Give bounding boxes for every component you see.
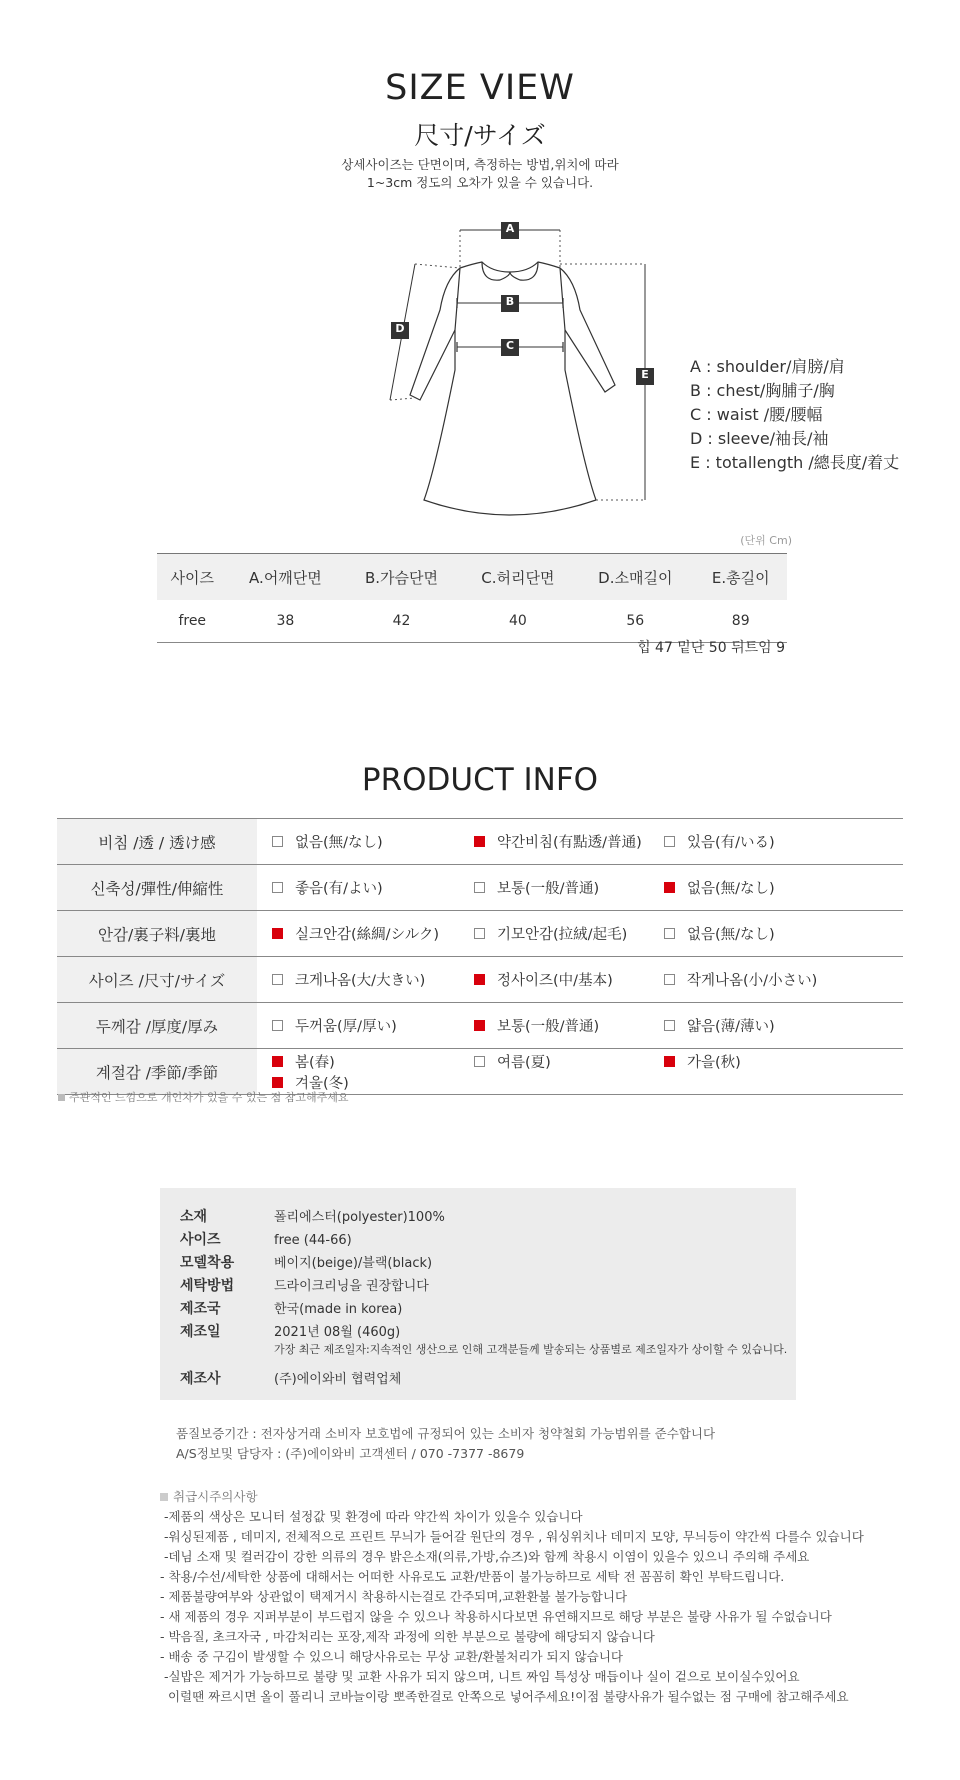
table-cell: 89 [694, 600, 787, 643]
spec-row [180, 1275, 429, 1295]
option-item [258, 831, 460, 852]
option-item [650, 877, 800, 898]
table-row [57, 819, 903, 865]
attribute-label: 계절감 /季節/季節 [57, 1049, 257, 1095]
option-item [460, 1051, 650, 1072]
spec-value: (주)에이와비 협력업체 [274, 1372, 402, 1387]
caution-line: -실밥은 제거가 가능하므로 불량 및 교환 사유가 되지 않으며, 니트 짜임 특성상 매듭이나 실이 겉으로 보이실수있어요 [160, 1669, 800, 1684]
option-label: 보통(一般/普通) [497, 881, 600, 897]
size-table-header: D.소매길이 [576, 554, 694, 601]
label-b: B [505, 295, 515, 308]
legend-item: E : totallength /總長度/着丈 [690, 453, 900, 472]
option-item [258, 877, 460, 898]
caution-line: -워싱된제품 , 데미지, 전체적으로 프린트 무늬가 들어갈 원단의 경우 , 워싱위치나 데미지 모양, 무늬등이 약간씩 다를수 있습니다 [160, 1529, 864, 1544]
option-label: 크게나옴(大/大きい) [295, 973, 426, 989]
option-item [258, 969, 460, 990]
legend-item: D : sleeve/袖長/袖 [690, 429, 829, 448]
size-view-subtitle: 尺寸/サイズ [414, 121, 546, 150]
spec-value: 한국(made in korea) [274, 1302, 403, 1317]
option-item [460, 969, 650, 990]
option-label: 기모안감(拉絨/起毛) [497, 927, 628, 943]
option-label: 실크안감(絲綢/シルク) [295, 927, 440, 943]
size-table-header: 사이즈 [157, 554, 228, 601]
bullet-square-icon [58, 1094, 65, 1101]
unchecked-box-icon [664, 836, 675, 847]
spec-row [180, 1321, 400, 1341]
checked-box-icon [474, 974, 485, 985]
checked-box-icon [474, 1020, 485, 1031]
options-cell [257, 1049, 903, 1095]
unchecked-box-icon [272, 1020, 283, 1031]
option-label: 보통(一般/普通) [497, 1019, 600, 1035]
spec-key: 모델착용 [180, 1255, 235, 1271]
table-row [57, 911, 903, 957]
table-row [57, 1003, 903, 1049]
option-label: 봄(春) [295, 1054, 335, 1071]
legend-item: B : chest/胸脯子/胸 [690, 381, 835, 400]
size-table-header: B.가슴단면 [343, 554, 459, 601]
product-info-note-text: 주관적인 느낌으로 개인차가 있을 수 있는 점 참고해주세요 [69, 1091, 349, 1104]
caution-title-text: 취급시주의사항 [173, 1489, 258, 1504]
unchecked-box-icon [474, 1056, 485, 1067]
spec-row [180, 1206, 445, 1226]
option-label: 가을(秋) [687, 1054, 741, 1071]
label-a: A [505, 222, 515, 235]
unchecked-box-icon [474, 882, 485, 893]
table-row [57, 1049, 903, 1095]
spec-row [180, 1298, 402, 1318]
table-cell: free [157, 600, 228, 643]
spec-value: 2021년 08월 (460g) [274, 1325, 401, 1340]
bullet-square-icon [160, 1493, 168, 1501]
spec-value: free (44-66) [274, 1233, 352, 1248]
unit-label: (단위 Cm) [740, 534, 792, 547]
legend-item: A : shoulder/肩膀/肩 [690, 357, 845, 376]
spec-key: 제조일 [180, 1324, 221, 1340]
size-note-line2: 1~3cm 정도의 오차가 있을 수 있습니다. [366, 175, 594, 190]
caution-line: 이럴땐 짜르시면 올이 풀리니 코바늘이랑 뽀족한걸로 안쪽으로 넣어주세요!이점 불량사유가 될수없는 점 구매에 참고해주세요 [160, 1689, 849, 1704]
option-item [460, 1015, 650, 1036]
spec-row [180, 1368, 401, 1388]
options-cell [257, 819, 903, 865]
option-label: 없음(無/なし) [687, 927, 775, 943]
options-cell [257, 957, 903, 1003]
attribute-label: 신축성/彈性/伸縮性 [57, 865, 257, 911]
caution-line: -제품의 색상은 모니터 설정값 및 환경에 따라 약간씩 차이가 있을수 있습니다 [160, 1509, 583, 1524]
unchecked-box-icon [474, 928, 485, 939]
option-label: 겨울(冬) [295, 1075, 349, 1092]
attribute-label: 두께감 /厚度/厚み [57, 1003, 257, 1049]
option-label: 작게나옴(小/小さい) [687, 973, 818, 989]
size-table-header: A.어깨단면 [228, 554, 344, 601]
qa-line: 품질보증기간 : 전자상거래 소비자 보호법에 규정되어 있는 소비자 청약철회 가능범위를 준수합니다 [176, 1426, 716, 1441]
option-label: 좋음(有/よい) [295, 881, 383, 897]
table-row [57, 865, 903, 911]
table-cell: 56 [576, 600, 694, 643]
option-item [460, 831, 650, 852]
legend-item: C : waist /腰/腰幅 [690, 405, 823, 424]
checked-box-icon [272, 928, 283, 939]
unchecked-box-icon [664, 1020, 675, 1031]
option-label: 없음(無/なし) [295, 835, 383, 851]
option-label: 여름(夏) [497, 1054, 551, 1071]
table-row [57, 957, 903, 1003]
option-item [650, 1051, 800, 1072]
attribute-label: 사이즈 /尺寸/サイズ [57, 957, 257, 1003]
attribute-label: 비침 /透 / 透け感 [57, 819, 257, 865]
caution-line: - 착용/수선/세탁한 상품에 대해서는 어떠한 사유로도 교환/반품이 불가능하므로 세탁 전 꼼꼼히 확인 부탁드립니다. [160, 1569, 785, 1584]
options-cell [257, 865, 903, 911]
checked-box-icon [664, 882, 675, 893]
caution-line: - 박음질, 초크자국 , 마감처리는 포장,제작 과정에 의한 부분으로 불량에 해당되지 않습니다 [160, 1629, 655, 1644]
checked-box-icon [272, 1056, 283, 1067]
option-label: 얇음(薄/薄い) [687, 1019, 775, 1035]
label-c: C [505, 339, 515, 352]
table-cell: 42 [343, 600, 459, 643]
label-d: D [395, 322, 405, 335]
unchecked-box-icon [272, 836, 283, 847]
dress-diagram [370, 210, 670, 520]
spec-key: 소재 [180, 1209, 208, 1225]
option-label: 없음(無/なし) [687, 881, 775, 897]
caution-line: - 배송 중 구김이 발생할 수 있으니 해당사유로는 무상 교환/환불처리가 되지 않습니다 [160, 1649, 623, 1664]
option-item [650, 969, 818, 990]
spec-row [180, 1252, 432, 1272]
extra-measurements: 힙 47 밑단 50 뒤트임 9 [637, 640, 785, 656]
label-e: E [641, 368, 649, 381]
option-label: 있음(有/いる) [687, 835, 775, 851]
caution-section [160, 1487, 864, 1707]
unchecked-box-icon [664, 928, 675, 939]
option-item [258, 1051, 460, 1072]
unchecked-box-icon [272, 882, 283, 893]
product-info-note [58, 1089, 349, 1105]
option-item [460, 877, 650, 898]
option-label: 약간비침(有點透/普通) [497, 835, 642, 851]
options-cell [257, 911, 903, 957]
spec-key: 사이즈 [180, 1232, 221, 1248]
product-info-title: PRODUCT INFO [361, 762, 599, 798]
product-info-table [57, 818, 903, 1095]
size-table-header: E.총길이 [694, 554, 787, 601]
checked-box-icon [272, 1077, 283, 1088]
spec-key: 세탁방법 [180, 1278, 235, 1294]
size-table [157, 553, 787, 643]
spec-value: 베이지(beige)/블랙(black) [274, 1256, 433, 1271]
spec-date-note: 가장 최근 제조일자:지속적인 생산으로 인해 고객분들께 발송되는 상품별로 제조일자가 상이할 수 있습니다. [274, 1343, 788, 1356]
option-item [258, 923, 460, 944]
caution-line: - 제품불량여부와 상관없이 택제거시 착용하시는걸로 간주되며,교환환불 불가능합니다 [160, 1589, 628, 1604]
qa-line: A/S정보및 담당자 : (주)에이와비 고객센터 / 070 -7377 -8679 [176, 1446, 525, 1461]
checked-box-icon [664, 1056, 675, 1067]
table-cell: 38 [228, 600, 344, 643]
quality-assurance [176, 1424, 715, 1464]
spec-row [180, 1229, 352, 1249]
unchecked-box-icon [664, 974, 675, 985]
option-item [460, 923, 650, 944]
spec-box [160, 1188, 796, 1400]
caution-line: -데님 소재 및 컬러감이 강한 의류의 경우 밝은소재(의류,가방,슈즈)와 함께 착용시 이염이 있을수 있으니 주의해 주세요 [160, 1549, 810, 1564]
option-item [650, 923, 800, 944]
size-view-title: SIZE VIEW [385, 68, 575, 108]
option-item [650, 1015, 800, 1036]
caution-line: - 새 제품의 경우 지퍼부분이 부드럽지 않을 수 있으나 착용하시다보면 유연해지므로 해당 부분은 불량 사유가 될 수없습니다 [160, 1609, 832, 1624]
measurement-legend [690, 355, 899, 475]
size-note-line1: 상세사이즈는 단면이며, 측정하는 방법,위치에 따라 [341, 157, 619, 172]
spec-key: 제조국 [180, 1301, 221, 1317]
spec-value: 폴리에스터(polyester)100% [274, 1210, 445, 1225]
table-cell: 40 [460, 600, 577, 643]
size-table-header-row [157, 554, 787, 601]
options-cell [257, 1003, 903, 1049]
unchecked-box-icon [272, 974, 283, 985]
checked-box-icon [474, 836, 485, 847]
attribute-label: 안감/裏子料/裏地 [57, 911, 257, 957]
spec-key: 제조사 [180, 1371, 221, 1387]
option-label: 정사이즈(中/基本) [497, 973, 613, 989]
spec-value: 드라이크리닝을 권장합니다 [274, 1279, 429, 1294]
option-item [650, 831, 800, 852]
option-item [258, 1015, 460, 1036]
option-label: 두꺼움(厚/厚い) [295, 1019, 397, 1035]
size-table-header: C.허리단면 [460, 554, 577, 601]
caution-title [160, 1487, 864, 1507]
